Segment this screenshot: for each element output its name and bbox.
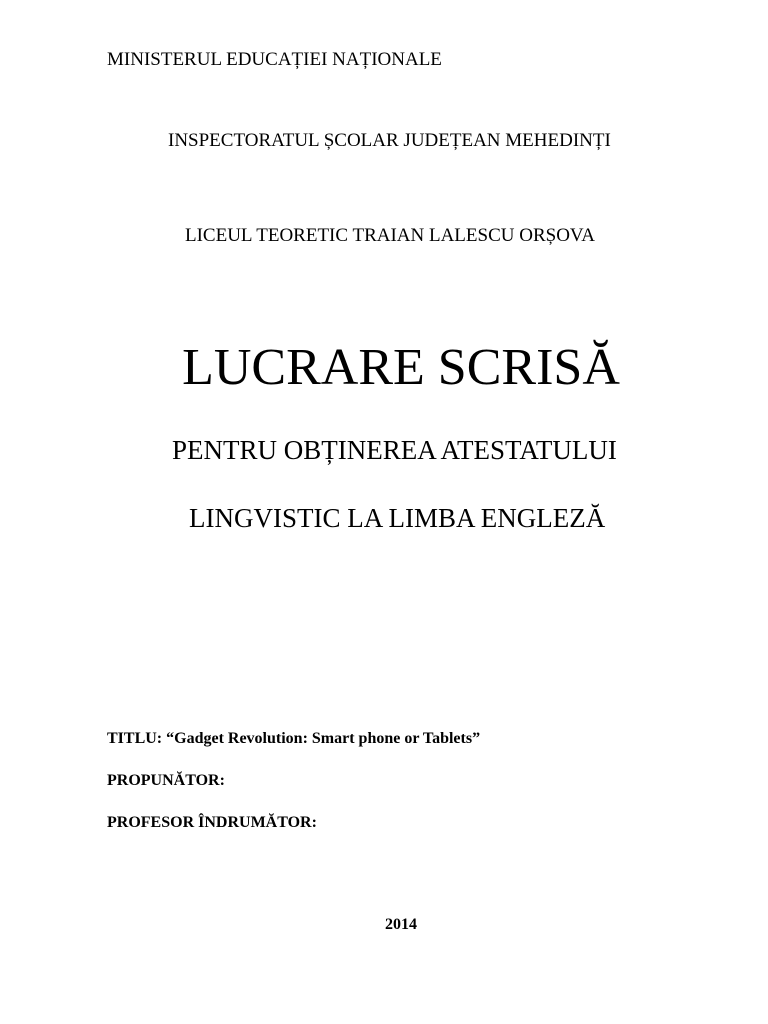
subtitle-line-1: PENTRU OBȚINEREA ATESTATULUI (172, 435, 617, 465)
inspectorate-heading: INSPECTORATUL ȘCOLAR JUDEȚEAN MEHEDINȚI (168, 130, 611, 151)
school-heading: LICEUL TEORETIC TRAIAN LALESCU ORȘOVA (185, 225, 595, 246)
teacher-field-label: PROFESOR ÎNDRUMĂTOR: (107, 814, 317, 831)
document-title: LUCRARE SCRISĂ (182, 339, 620, 396)
ministry-heading: MINISTERUL EDUCAȚIEI NAȚIONALE (107, 49, 442, 70)
teacher-field (107, 815, 317, 831)
title-field-label: TITLU: (107, 730, 163, 747)
proposer-field-label: PROPUNĂTOR: (107, 772, 225, 789)
subtitle-line-2: LINGVISTIC LA LIMBA ENGLEZĂ (189, 503, 606, 533)
proposer-field (107, 773, 225, 789)
title-field (107, 731, 480, 747)
document-year: 2014 (385, 916, 417, 933)
title-field-value: “Gadget Revolution: Smart phone or Tablets” (166, 730, 481, 747)
